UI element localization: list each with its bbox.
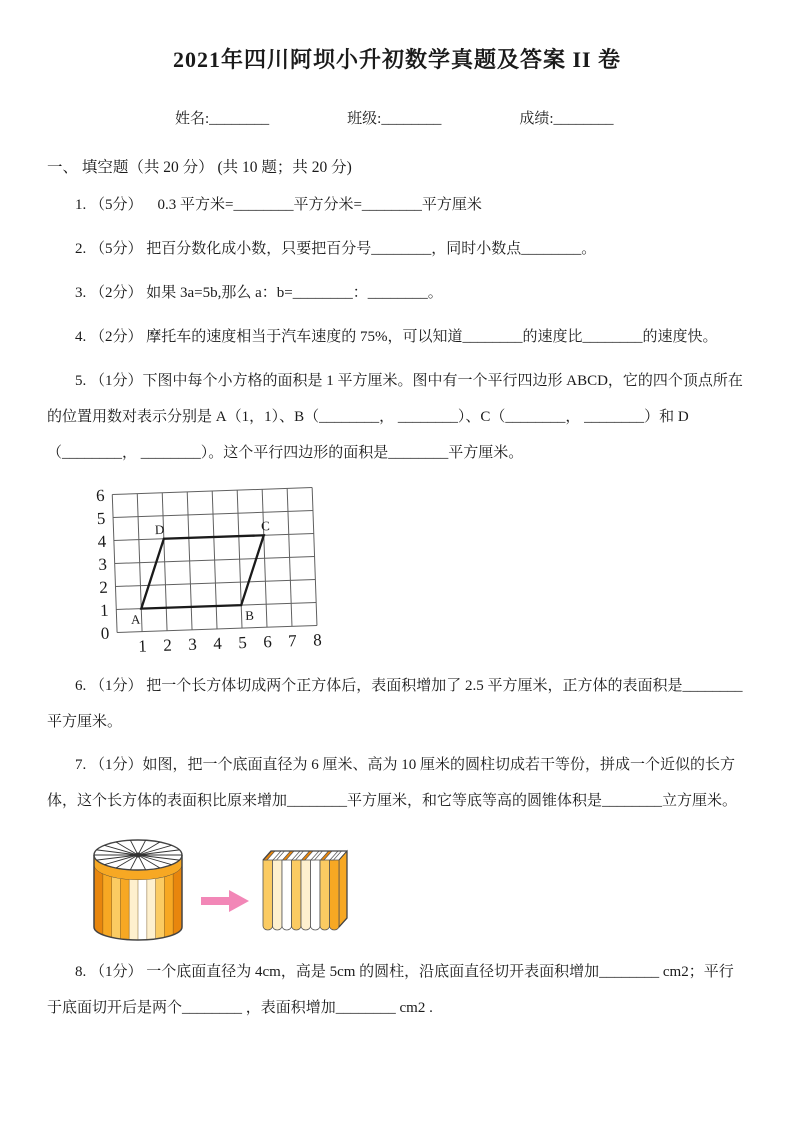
grid-figure [82, 477, 348, 666]
x-axis-label: 5 [237, 632, 248, 653]
question-8: 8. （1分） 一个底面直径为 4cm，高是 5cm 的圆柱，沿底面直径切开表面积增加________ cm2；平行于底面切开后是两个________ ，表面积增加________ cm2 . [47, 964, 734, 1016]
prism-slice [263, 860, 273, 930]
vertex-label: C [260, 518, 271, 534]
class-blank: ________ [381, 111, 442, 127]
prism-wedge-top [311, 851, 323, 860]
prism-slice [292, 860, 302, 930]
x-axis-label: 6 [262, 632, 273, 652]
prism-slice [330, 860, 340, 930]
page-title: 2021年四川阿坝小升初数学真题及答案 II 卷 [172, 47, 622, 72]
prism-figure [257, 840, 353, 940]
x-axis-label: 4 [212, 633, 223, 654]
prism-slice [320, 860, 330, 930]
header-fields [47, 107, 747, 128]
vertex-label: D [154, 521, 165, 538]
question-3: 3. （2分） 如果 3a=5b,那么 a：b=________：________。 [75, 285, 443, 301]
score-field [519, 107, 613, 128]
x-axis-label: 7 [287, 631, 298, 651]
y-axis-label: 3 [98, 554, 108, 575]
prism-slice [301, 860, 311, 930]
prism-wedge-top [283, 851, 295, 860]
grid-figure-svg [82, 477, 338, 666]
prism-slice [273, 860, 283, 930]
prism-slice [311, 860, 321, 930]
x-axis-label: 8 [312, 630, 323, 650]
x-axis-label: 3 [187, 634, 198, 654]
name-field [175, 107, 269, 128]
class-label: 班级: [347, 111, 382, 127]
section-heading: 一、 填空题（共 20 分） (共 10 题；共 20 分) [47, 159, 352, 176]
score-blank: ________ [553, 111, 614, 127]
prism-wedge-top [273, 851, 285, 860]
score-label: 成绩: [519, 111, 554, 127]
question-2: 2. （5分） 把百分数化成小数，只要把百分号________，同时小数点________。 [75, 241, 597, 257]
name-label: 姓名: [175, 111, 210, 127]
y-axis-label: 6 [95, 485, 105, 506]
y-axis-label: 0 [100, 623, 110, 644]
prism-slice [282, 860, 292, 930]
question-1: 1. （5分） 0.3 平方米=________平方分米=________平方厘米 [75, 197, 482, 213]
prism-wedge-top [292, 851, 304, 860]
x-axis-label: 1 [137, 636, 148, 656]
y-axis-label: 2 [98, 577, 109, 598]
name-blank: ________ [209, 111, 270, 127]
x-axis-label: 2 [162, 635, 173, 655]
y-axis-label: 4 [97, 531, 107, 552]
cylinder-hub [135, 852, 140, 857]
prism-right-face [339, 851, 347, 927]
question-4: 4. （2分） 摩托车的速度相当于汽车速度的 75%，可以知道________的速度比________的速度快。 [75, 329, 718, 345]
parallelogram [139, 535, 266, 608]
vertex-label: B [244, 607, 255, 623]
prism-wedge-top [321, 851, 333, 860]
y-axis-label: 5 [96, 508, 106, 529]
question-6: 6. （1分） 把一个长方体切成两个正方体后，表面积增加了 2.5 平方厘米，正方体的表面积是________平方厘米。 [47, 678, 743, 730]
y-axis-label: 1 [99, 600, 109, 621]
arrow-icon [199, 888, 251, 919]
prism-wedge-top [302, 851, 314, 860]
question-5: 5. （1分）下图中每个小方格的面积是 1 平方厘米。图中有一个平行四边形 ABCD，它的四个顶点所在的位置用数对表示分别是 A（1，1）、B（________， ________）、C（________， ________）和 D（________， ________）。这个平行四边形的面积是________平方厘米。 [47, 373, 743, 461]
question-7: 7. （1分）如图，把一个底面直径为 6 厘米、高为 10 厘米的圆柱切成若干等份，拼成一个近似的长方体，这个长方体的表面积比原来增加________平方厘米，和它等底等高的圆锥体积是________立方厘米。 [47, 757, 738, 809]
cylinder-prism-figure [85, 833, 355, 947]
vertex-label: A [130, 611, 141, 627]
class-field [347, 107, 441, 128]
cylinder-figure [85, 833, 191, 947]
